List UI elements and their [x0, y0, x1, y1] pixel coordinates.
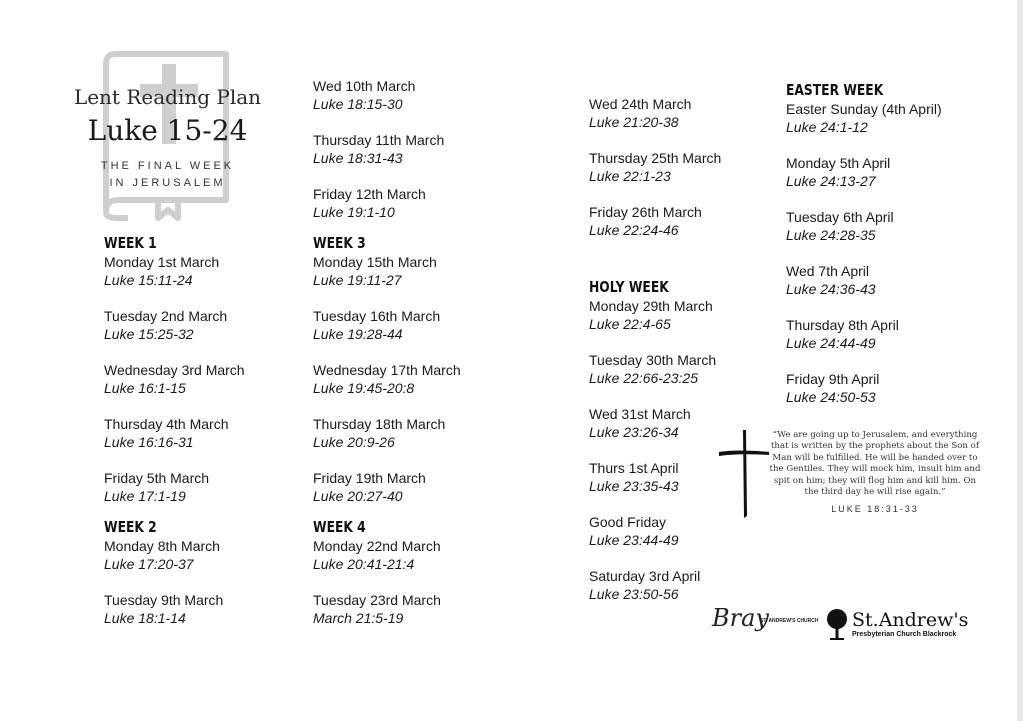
reading-entry: [104, 307, 304, 343]
reading-entry: [104, 469, 304, 505]
reading-day-label: Tuesday 6th April: [786, 209, 894, 225]
page-edge-shadow: [1017, 0, 1023, 721]
reading-day-label: Monday 8th March: [104, 538, 220, 554]
reading-day-label: Thursday 18th March: [313, 416, 446, 432]
reading-day-label: Tuesday 30th March: [589, 352, 717, 368]
reading-passage: Luke 15:25-32: [104, 326, 194, 342]
reading-day-label: Wednesday 3rd March: [104, 362, 245, 378]
reading-day-label: Easter Sunday (4th April): [786, 101, 942, 117]
reading-day-label: Friday 12th March: [313, 186, 426, 202]
reading-entry: [313, 185, 513, 221]
reading-passage: Luke 18:1-14: [104, 610, 186, 626]
reading-passage: Luke 15:11-24: [104, 272, 193, 288]
reading-passage: Luke 20:27-40: [313, 488, 403, 504]
reading-passage: Luke 21:20-38: [589, 114, 679, 130]
reading-entry: [313, 361, 513, 397]
reading-passage: Luke 18:15-30: [313, 96, 403, 112]
reading-passage: Luke 22:1-23: [589, 168, 671, 184]
week-heading: HOLY WEEK: [589, 278, 669, 296]
reading-entry: [786, 370, 996, 406]
reading-column-4: [786, 80, 996, 406]
reading-entry: [589, 351, 789, 387]
reading-passage: Luke 16:1-15: [104, 380, 186, 396]
reading-day-label: Wed 7th April: [786, 263, 870, 279]
reading-entry: [313, 77, 513, 113]
reading-day-label: Wed 24th March: [589, 96, 692, 112]
reading-entry: [313, 131, 513, 167]
reading-passage: Luke 22:4-65: [589, 316, 671, 332]
reading-passage: Luke 24:50-53: [786, 389, 876, 405]
reading-day-label: Wednesday 17th March: [313, 362, 461, 378]
st-andrews-subtitle: Presbyterian Church Blackrock: [852, 631, 957, 638]
quote-text: “We are going up to Jerusalem, and everything that is written by the prophets about the Son of Man will be fulfilled. He will be handed over to the Gentiles. They will mock him, insult him and spit on him; they will flog him and kill him. On the third day he will rise again.”: [769, 430, 981, 498]
reading-entry: [313, 591, 513, 627]
reading-passage: Luke 19:11-27: [313, 272, 402, 288]
reading-entry: [589, 203, 789, 239]
reading-passage: Luke 24:36-43: [786, 281, 876, 297]
reading-column-1: [104, 233, 304, 627]
quote-reference: LUKE 18:31-33: [831, 504, 919, 514]
reading-day-label: Monday 5th April: [786, 155, 891, 171]
plan-subtitle-line: IN JERUSALEM: [109, 177, 226, 189]
reading-day-label: Thursday 8th April: [786, 317, 899, 333]
reading-day-label: Tuesday 23rd March: [313, 592, 441, 608]
reading-passage: Luke 24:44-49: [786, 335, 876, 351]
reading-passage: Luke 19:28-44: [313, 326, 403, 342]
reading-day-label: Friday 5th March: [104, 470, 210, 486]
reading-entry: [104, 591, 304, 627]
reading-passage: Luke 19:45-20:8: [313, 380, 415, 396]
reading-entry: [313, 415, 513, 451]
reading-passage: Luke 16:16-31: [104, 434, 194, 450]
reading-entry: [786, 154, 996, 190]
reading-day-label: Tuesday 16th March: [313, 308, 441, 324]
reading-day-label: Thursday 11th March: [313, 132, 445, 148]
tree-icon: [824, 608, 850, 642]
reading-day-label: Monday 29th March: [589, 298, 713, 314]
week-heading: EASTER WEEK: [786, 81, 884, 99]
reading-passage: Luke 23:44-49: [589, 532, 679, 548]
reading-day-label: Wed 10th March: [313, 78, 416, 94]
reading-entry: [589, 567, 789, 603]
reading-entry: [104, 361, 304, 397]
reading-day-label: Monday 15th March: [313, 254, 437, 270]
st-andrews-logo: [852, 610, 968, 639]
plan-subtitle-line: THE FINAL WEEK: [100, 160, 235, 172]
scripture-quote: [716, 428, 986, 520]
reading-day-label: Thursday 4th March: [104, 416, 229, 432]
reading-day-label: Tuesday 9th March: [104, 592, 224, 608]
plan-title: Lent Reading Plan: [73, 85, 262, 109]
reading-passage: Luke 23:26-34: [589, 424, 679, 440]
bray-logo-wordmark: Bray: [712, 604, 769, 632]
reading-passage: March 21:5-19: [313, 610, 404, 626]
reading-passage: Luke 23:50-56: [589, 586, 679, 602]
reading-entry: [589, 95, 789, 131]
bray-church-logo: [712, 604, 819, 632]
reading-passage: Luke 24:1-12: [786, 119, 868, 135]
week-heading: WEEK 1: [104, 234, 157, 252]
reading-passage: Luke 24:13-27: [786, 173, 876, 189]
reading-column-3: [589, 95, 789, 603]
reading-day-label: Monday 1st March: [104, 254, 220, 270]
reading-entry: [104, 537, 304, 573]
reading-entry: [786, 208, 996, 244]
reading-entry: [589, 297, 789, 333]
reading-day-label: Friday 19th March: [313, 470, 426, 486]
reading-passage: Luke 22:24-46: [589, 222, 679, 238]
reading-entry: [313, 537, 513, 573]
reading-passage: Luke 20:9-26: [313, 434, 395, 450]
reading-day-label: Saturday 3rd April: [589, 568, 701, 584]
reading-entry: [786, 100, 996, 136]
week-heading: WEEK 4: [313, 518, 366, 536]
reading-entry: [104, 253, 304, 289]
reading-passage: Luke 18:31-43: [313, 150, 403, 166]
reading-day-label: Monday 22nd March: [313, 538, 441, 554]
reading-day-label: Wed 31st March: [589, 406, 691, 422]
reading-day-label: Tuesday 2nd March: [104, 308, 228, 324]
reading-entry: [786, 262, 996, 298]
reading-day-label: Friday 9th April: [786, 371, 880, 387]
reading-day-label: Thursday 25th March: [589, 150, 722, 166]
reading-entry: [313, 469, 513, 505]
cross-icon: [716, 428, 772, 520]
reading-passage: Luke 17:1-19: [104, 488, 186, 504]
plan-header: [60, 50, 275, 225]
church-logos: [712, 600, 982, 650]
reading-entry: [313, 307, 513, 343]
reading-day-label: Good Friday: [589, 514, 667, 530]
reading-day-label: Friday 26th March: [589, 204, 702, 220]
reading-day-label: Thurs 1st April: [589, 460, 679, 476]
reading-entry: [589, 149, 789, 185]
reading-passage: Luke 24:28-35: [786, 227, 876, 243]
reading-entry: [104, 415, 304, 451]
reading-entry: [786, 316, 996, 352]
week-heading: WEEK 2: [104, 518, 157, 536]
bray-logo-subtitle: ST. ANDREW'S CHURCH: [760, 618, 819, 624]
reading-passage: Luke 19:1-10: [313, 204, 395, 220]
reading-passage: Luke 17:20-37: [104, 556, 194, 572]
reading-entry: [313, 253, 513, 289]
reading-passage: Luke 20:41-21:4: [313, 556, 415, 572]
week-heading: WEEK 3: [313, 234, 366, 252]
reading-column-2: [313, 77, 513, 627]
st-andrews-name: St.Andrew's: [852, 609, 969, 631]
plan-subtitle: [60, 158, 275, 192]
plan-book-range: Luke 15-24: [87, 114, 248, 147]
reading-passage: Luke 23:35-43: [589, 478, 679, 494]
reading-passage: Luke 22:66-23:25: [589, 370, 698, 386]
